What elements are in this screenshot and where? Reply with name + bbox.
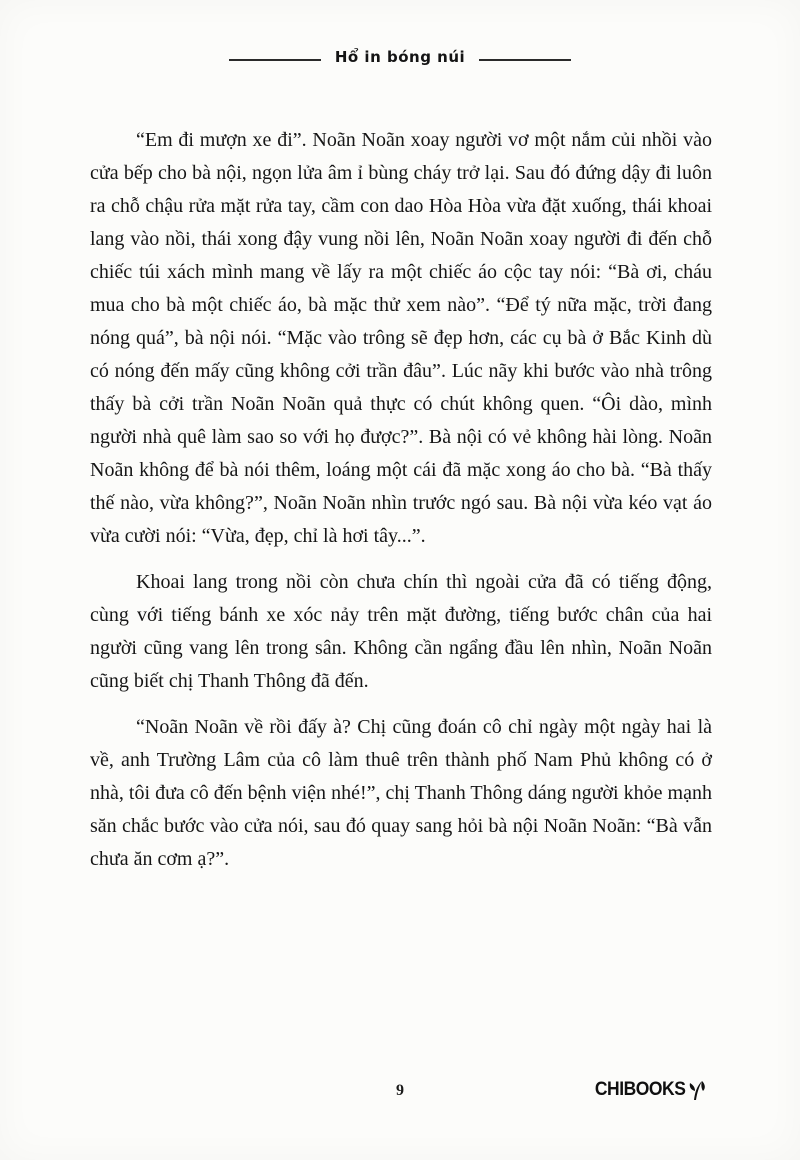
running-head xyxy=(0,48,800,66)
publisher-logo xyxy=(587,1078,708,1102)
page-number: 9 xyxy=(396,1082,404,1099)
publisher-name: CHIBOOKS xyxy=(594,1079,685,1100)
header-rule-left xyxy=(229,59,321,61)
body-paragraph: “Em đi mượn xe đi”. Noãn Noãn xoay người vơ một nắm củi nhồi vào cửa bếp cho bà nội, ngọn lửa âm ỉ bùng cháy trở lại. Sau đó đứng dậy đi luôn ra chỗ chậu rửa mặt rửa tay, cầm con dao Hòa Hòa vừa đặt xuống, thái khoai lang vào nồi, thái xong đậy vung nồi lên, Noãn Noãn xoay người đi đến chỗ chiếc túi xách mình mang về lấy ra một chiếc áo cộc tay nói: “Bà ơi, cháu mua cho bà một chiếc áo, bà mặc thử xem nào”. “Để tý nữa mặc, trời đang nóng quá”, bà nội nói. “Mặc vào trông sẽ đẹp hơn, các cụ bà ở Bắc Kinh dù có nóng đến mấy cũng không cởi trần đâu”. Lúc nãy khi bước vào nhà trông thấy bà cởi trần Noãn Noãn quả thực có chút không quen. “Ôi dào, mình người nhà quê làm sao so với họ được?”. Bà nội có vẻ không hài lòng. Noãn Noãn không để bà nói thêm, loáng một cái đã mặc xong áo cho bà. “Bà thấy thế nào, vừa không?”, Noãn Noãn nhìn trước ngó sau. Bà nội vừa kéo vạt áo vừa cười nói: “Vừa, đẹp, chỉ là hơi tây...”. xyxy=(90,129,712,547)
running-head-title: Hổ in bóng núi xyxy=(334,48,466,66)
body-paragraph: Khoai lang trong nồi còn chưa chín thì ngoài cửa đã có tiếng động, cùng với tiếng bánh xe xóc nảy trên mặt đường, tiếng bước chân của hai người cũng vang lên trong sân. Không cần ngẩng đầu lên nhìn, Noãn Noãn cũng biết chị Thanh Thông đã đến. xyxy=(90,571,712,692)
header-rule-right xyxy=(479,59,571,61)
page-body xyxy=(90,124,712,889)
leaf-icon xyxy=(686,1078,708,1102)
body-paragraph: “Noãn Noãn về rồi đấy à? Chị cũng đoán cô chỉ ngày một ngày hai là về, anh Trường Lâm của cô làm thuê trên thành phố Nam Phủ không có ở nhà, tôi đưa cô đến bệnh viện nhé!”, chị Thanh Thông dáng người khỏe mạnh săn chắc bước vào cửa nói, sau đó quay sang hỏi bà nội Noãn Noãn: “Bà vẫn chưa ăn cơm ạ?”. xyxy=(90,716,712,870)
